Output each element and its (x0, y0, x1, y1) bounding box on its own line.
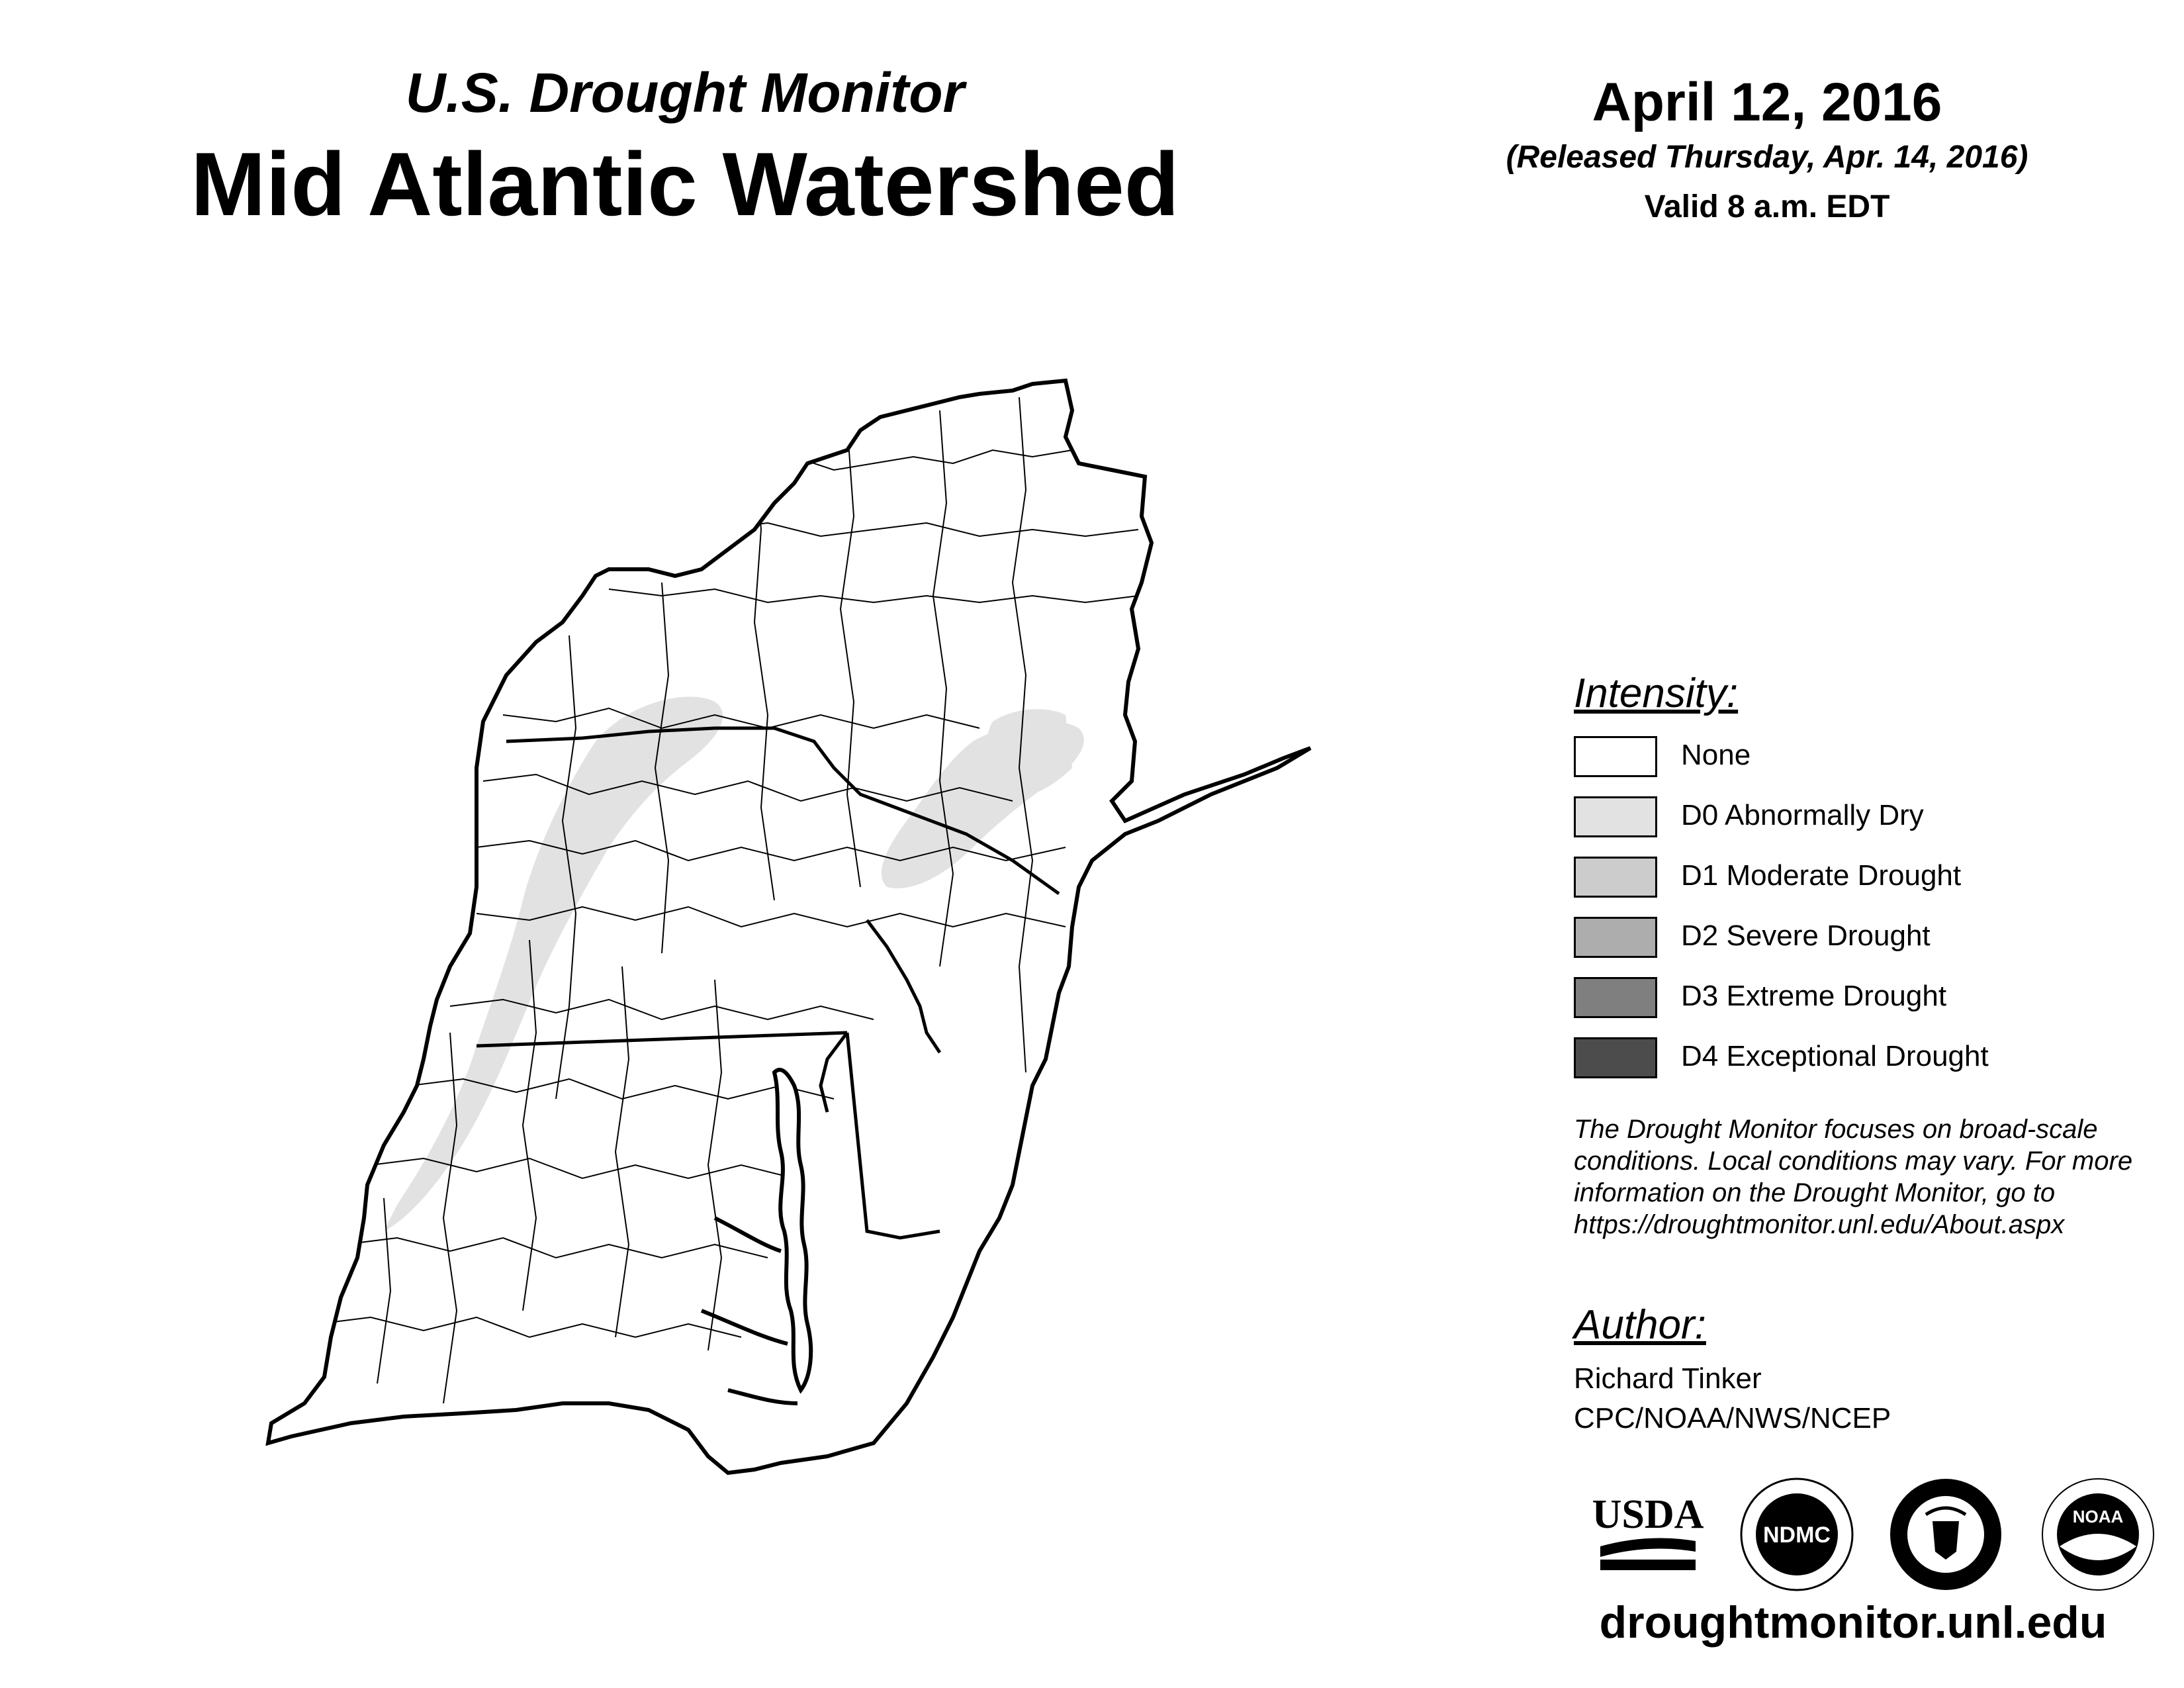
usda-logo (1588, 1475, 1707, 1594)
legend-swatch-none (1574, 736, 1657, 777)
legend-label: D2 Severe Drought (1681, 919, 1931, 952)
legend-swatch-d4 (1574, 1037, 1657, 1078)
release-date: (Released Thursday, Apr. 14, 2016) (1506, 140, 2028, 175)
legend-swatch-d2 (1574, 917, 1657, 958)
author-heading: Author: (1574, 1302, 1706, 1348)
legend-swatch-d1 (1574, 857, 1657, 898)
valid-time: Valid 8 a.m. EDT (1644, 189, 1890, 224)
disclaimer-text: The Drought Monitor focuses on broad-scale conditions. Local conditions may vary. For more information on the Drought Monitor, go to https://droughtmonitor.unl.edu/About.aspx (1574, 1115, 2133, 1239)
website-link[interactable]: droughtmonitor.unl.edu (1599, 1597, 2107, 1648)
map-title: Mid Atlantic Watershed (191, 134, 1179, 234)
commerce-seal-logo (1886, 1475, 2005, 1594)
author-organization: CPC/NOAA/NWS/NCEP (1574, 1402, 1891, 1434)
legend-label: D3 Extreme Drought (1681, 980, 1947, 1012)
ndmc-logo (1737, 1475, 1856, 1594)
legend-label: D4 Exceptional Drought (1681, 1040, 1989, 1072)
ndmc-logo-text: NDMC (1763, 1523, 1831, 1548)
usda-logo-text: USDA (1592, 1492, 1704, 1537)
drought-map (251, 371, 1337, 1615)
legend-label: D0 Abnormally Dry (1681, 799, 1924, 831)
author-name: Richard Tinker (1574, 1362, 1762, 1395)
legend-label: None (1681, 739, 1751, 771)
legend-title: Intensity: (1574, 671, 1739, 716)
noaa-logo (2038, 1475, 2158, 1594)
legend-swatch-d0 (1574, 796, 1657, 837)
map-subtitle: U.S. Drought Monitor (405, 62, 965, 124)
noaa-logo-text: NOAA (2072, 1507, 2124, 1526)
legend-swatch-d3 (1574, 977, 1657, 1018)
valid-date: April 12, 2016 (1592, 72, 1942, 132)
legend-label: D1 Moderate Drought (1681, 859, 1962, 892)
